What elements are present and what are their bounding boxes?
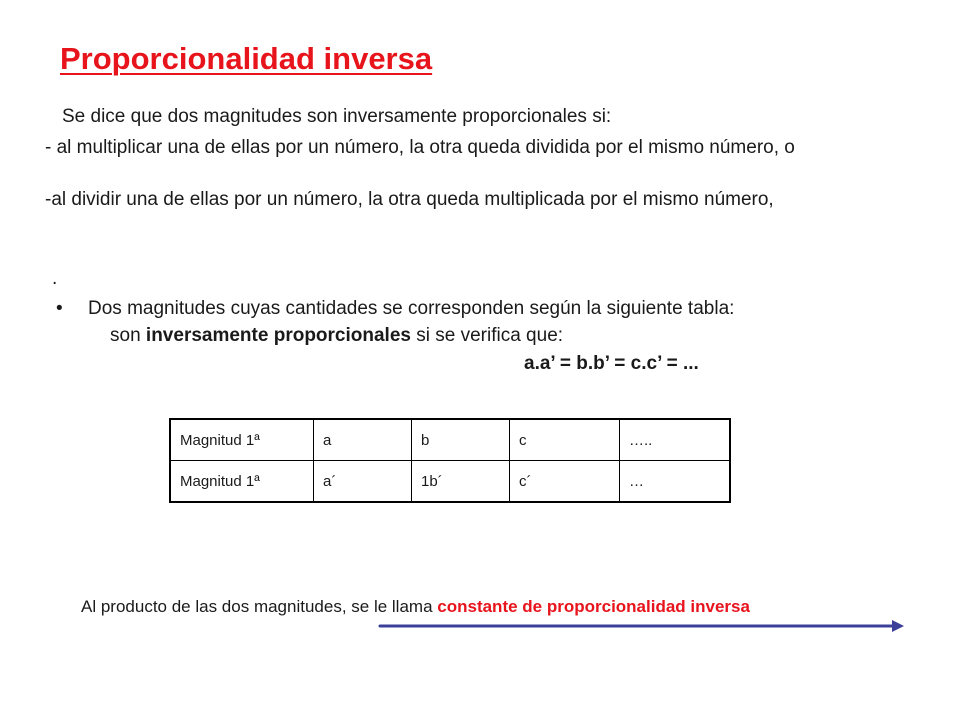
footer-highlight: constante de proporcionalidad inversa: [437, 597, 750, 616]
table-cell: Magnitud 1ª: [170, 419, 314, 461]
right-arrow-icon: [378, 616, 910, 636]
arrow-head: [892, 620, 904, 632]
condition-suffix: si se verifica que:: [410, 325, 564, 346]
separator-dot: .: [52, 268, 58, 289]
footer-prefix: Al producto de las dos magnitudes, se le llama: [81, 597, 438, 616]
table-cell: a: [314, 419, 412, 461]
table-row: [170, 461, 730, 503]
bullet-icon: •: [56, 298, 63, 319]
table-cell: …: [620, 461, 731, 503]
bullet-text: Dos magnitudes cuyas cantidades se corresponden según la siguiente tabla:: [88, 298, 735, 319]
condition-prefix: son: [110, 325, 146, 346]
table-cell: b: [412, 419, 510, 461]
definition-item-divide: -al dividir una de ellas por un número, la otra queda multiplicada por el mismo número,: [45, 189, 774, 210]
table-cell: Magnitud 1ª: [170, 461, 314, 503]
footer-text: [81, 597, 750, 617]
slide-title: Proporcionalidad inversa: [60, 41, 433, 76]
table-cell: 1b´: [412, 461, 510, 503]
table-cell: a´: [314, 461, 412, 503]
condition-bold: inversamente proporcionales: [145, 325, 411, 346]
magnitudes-table: [169, 418, 731, 503]
definition-item-multiply: - al multiplicar una de ellas por un número, la otra queda dividida por el mismo número, o: [45, 137, 795, 158]
intro-text: Se dice que dos magnitudes son inversamente proporcionales si:: [62, 106, 612, 127]
table-cell: c: [510, 419, 620, 461]
bullet-item: [56, 298, 734, 320]
table-row: [170, 419, 730, 461]
table-cell: c´: [510, 461, 620, 503]
table-cell: …..: [620, 419, 731, 461]
condition-text: [110, 325, 563, 347]
formula: a.a’ = b.b’ = c.c’ = ...: [524, 353, 699, 374]
